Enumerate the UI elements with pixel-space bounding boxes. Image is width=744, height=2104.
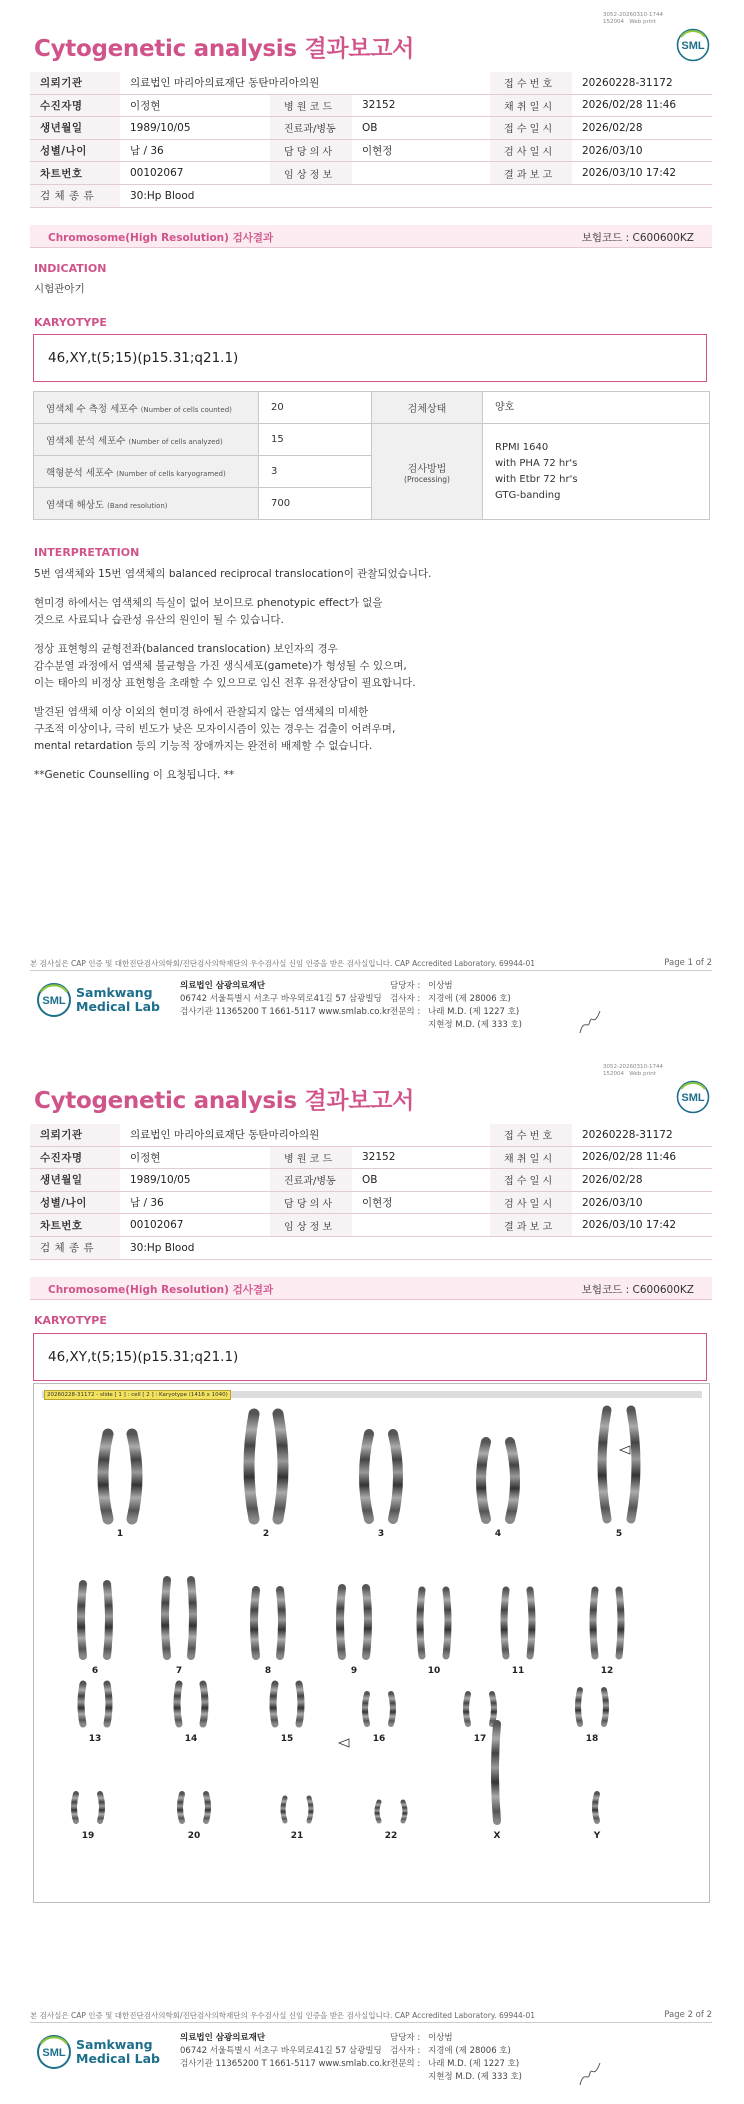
chromosome-2 [278, 1414, 283, 1519]
method-label: 검사방법 (Processing) [372, 424, 483, 520]
chromosome-17 [492, 1694, 494, 1724]
footer-divider [30, 2022, 712, 2023]
specimen-label: 검 체 종 류 [30, 184, 120, 207]
page-footer [30, 958, 712, 969]
svg-text:SML: SML [42, 995, 66, 1007]
chromosome-5 [602, 1410, 607, 1519]
chromosome-21 [283, 1798, 285, 1821]
chromosome-13 [81, 1684, 83, 1724]
chromosome-2 [249, 1414, 254, 1519]
karyotype-result-box [33, 334, 707, 382]
sexage-value: 남 / 36 [120, 139, 270, 162]
received-label: 접 수 일 시 [490, 1169, 572, 1192]
ward-code-value: 32152 [352, 1146, 490, 1169]
culture-row-value: 15 [259, 424, 372, 456]
reported-value: 2026/03/10 17:42 [572, 162, 712, 185]
insurance-code: 보험코드 : C600600KZ [581, 1284, 694, 1296]
method-value: RPMI 1640 with PHA 72 hr's with Etbr 72 hr's GTG-banding [483, 424, 710, 520]
dob-label: 생년월일 [30, 117, 120, 140]
reception-no-label: 접 수 번 호 [490, 72, 572, 94]
chromosome-X [495, 1724, 497, 1821]
result-band-title: Chromosome(High Resolution) 검사결과 [48, 1284, 274, 1296]
result-band [30, 1277, 712, 1300]
chromosome-9 [366, 1588, 368, 1656]
culture-row-label: 염색체 분석 세포수 (Number of cells analyzed) [34, 424, 259, 456]
report-title: Cytogenetic analysis 결과보고서 [34, 1088, 415, 1114]
chromosome-number-label: 6 [91, 1666, 99, 1676]
chromosome-16 [365, 1694, 367, 1724]
page-number: Page 2 of 2 [664, 2010, 712, 2020]
sexage-label: 성별/나이 [30, 1191, 120, 1214]
chromosome-number-label: Y [593, 1831, 601, 1841]
sexage-label: 성별/나이 [30, 139, 120, 162]
chromosome-number-label: 4 [494, 1529, 502, 1539]
chromosome-16 [391, 1694, 393, 1724]
dob-label: 생년월일 [30, 1169, 120, 1192]
karyotype-result: 46,XY,t(5;15)(p15.31;q21.1) [48, 1349, 239, 1365]
chromosome-9 [340, 1588, 342, 1656]
received-value: 2026/02/28 [572, 117, 712, 140]
chart-value: 00102067 [120, 162, 270, 185]
signers: 담당자 : 이상범 검사자 : 지경애 (제 28006 호) 전문의 : 나래 M.D. (제 1227 호) 지현정 M.D. (제 333 호) [390, 981, 523, 1030]
specimen-value: 30:Hp Blood [120, 184, 712, 207]
dept-label: 진료과/병동 [270, 117, 352, 140]
chromosome-number-label: 21 [290, 1831, 304, 1841]
chromosome-number-label: 17 [473, 1734, 487, 1744]
samkwang-logo-icon [36, 2034, 72, 2070]
chromosome-number-label: 9 [350, 1666, 358, 1676]
chromosome-number-label: 7 [175, 1666, 183, 1676]
sml-logo [676, 28, 710, 62]
signature-icon [578, 1007, 602, 1037]
culture-row-value: 20 [259, 392, 372, 424]
chromosome-1 [103, 1434, 108, 1519]
chromosome-22 [377, 1802, 379, 1821]
chromosome-14 [177, 1684, 179, 1724]
chromosome-Y [595, 1794, 597, 1821]
chromosome-number-label: 19 [81, 1831, 95, 1841]
chromosome-7 [191, 1580, 193, 1656]
chromosome-number-label: 2 [262, 1529, 270, 1539]
institution-value: 의료법인 마리아의료재단 동탄마리아의원 [120, 1124, 490, 1146]
patient-value: 이정현 [120, 1146, 270, 1169]
lab-name: Samkwang Medical Lab [76, 2037, 160, 2066]
chromosome-15 [299, 1684, 301, 1724]
reported-value: 2026/03/10 17:42 [572, 1214, 712, 1237]
signature-icon [578, 2059, 602, 2089]
footer-divider [30, 970, 712, 971]
signers: 담당자 : 이상범 검사자 : 지경애 (제 28006 호) 전문의 : 나래 M.D. (제 1227 호) 지현정 M.D. (제 333 호) [390, 2033, 523, 2082]
tested-label: 검 사 일 시 [490, 1191, 572, 1214]
doctor-label: 담 당 의 사 [270, 1191, 352, 1214]
page-footer [30, 2010, 712, 2021]
chart-label: 차트번호 [30, 1214, 120, 1237]
tested-value: 2026/03/10 [572, 139, 712, 162]
tested-label: 검 사 일 시 [490, 139, 572, 162]
chromosome-5 [631, 1410, 636, 1519]
chromosome-21 [309, 1798, 311, 1821]
chromosome-4 [510, 1442, 515, 1519]
indication-text: 시험관아기 [34, 283, 85, 295]
culture-row-value: 700 [259, 488, 372, 520]
interpretation-text: 5번 염색체와 15번 염색체의 balanced reciprocal translocation이 관찰되었습니다. 현미경 하에서는 염색체의 득실이 없어 보이므로 phenotypic effect가 없을 것으로 사료되나 습관성 유산의 원인이 될 수 있습니다. 정상 표현형의 균형전좌(balanced translocation) 보인자의 경우 감수분열 과정에서 염색체 불균형을 가진 생식세포(gamete)가 형성될 수 있으며, 이는 태아의 비정상 표현형을 초래할 수 있으므로 임신 전후 유전상담이 필요합니다. 발견된 염색체 이상 이외의 현미경 하에서 관찰되지 않는 염색체의 미세한 구조적 이상이나, 극히 빈도가 낮은 모자이시즘이 있는 경우는 검출이 어려우며, mental retardation 등의 기능적 장애까지는 완전히 배제할 수 없습니다. **Genetic Counselling 이 요청됩니다. ** [34, 568, 432, 781]
karyotype-heading: KARYOTYPE [34, 1314, 107, 1327]
insurance-code: 보험코드 : C600600KZ [581, 232, 694, 244]
collected-value: 2026/02/28 11:46 [572, 94, 712, 117]
reception-no-label: 접 수 번 호 [490, 1124, 572, 1146]
accreditation-note: 본 검사실은 CAP 인증 및 대한진단검사의학회/진단검사의학재단의 우수검사실 신임 인증을 받은 검사실입니다. CAP Accredited Laboratory. 69944-01 [30, 959, 536, 968]
interpretation-heading: INTERPRETATION [34, 546, 140, 559]
culture-row-value: 3 [259, 456, 372, 488]
chromosome-17 [466, 1694, 468, 1724]
chromosome-number-label: 3 [377, 1529, 385, 1539]
institution-value: 의료법인 마리아의료재단 동탄마리아의원 [120, 72, 490, 94]
karyogram-tag: 20260228-31172 - slide [ 1 ] : cell [ 2 ] : Karyotype (1416 x 1040) [44, 1390, 231, 1400]
chromosome-22 [403, 1802, 405, 1821]
ward-code-value: 32152 [352, 94, 490, 117]
chromosome-number-label: X [493, 1831, 501, 1841]
dob-value: 1989/10/05 [120, 117, 270, 140]
chromosome-20 [180, 1794, 182, 1821]
chromosome-10 [446, 1590, 448, 1656]
chromosome-19 [100, 1794, 102, 1821]
received-value: 2026/02/28 [572, 1169, 712, 1192]
chromosome-number-label: 16 [372, 1734, 386, 1744]
chromosome-10 [420, 1590, 422, 1656]
patient-label: 수진자명 [30, 94, 120, 117]
sexage-value: 남 / 36 [120, 1191, 270, 1214]
chromosome-7 [165, 1580, 167, 1656]
svg-text:SML: SML [681, 1092, 705, 1104]
reception-no-value: 20260228-31172 [572, 72, 712, 94]
specimen-state-label: 검체상태 [372, 392, 483, 424]
ward-code-label: 병 원 코 드 [270, 94, 352, 117]
institution-label: 의뢰기관 [30, 72, 120, 94]
accreditation-note: 본 검사실은 CAP 인증 및 대한진단검사의학회/진단검사의학재단의 우수검사실 신임 인증을 받은 검사실입니다. CAP Accredited Laboratory. 69944-01 [30, 2011, 536, 2020]
collected-value: 2026/02/28 11:46 [572, 1146, 712, 1169]
patient-value: 이정현 [120, 94, 270, 117]
patient-info-table [30, 72, 712, 208]
dept-value: OB [352, 1169, 490, 1192]
chromosome-number-label: 11 [511, 1666, 525, 1676]
doctor-value: 이현정 [352, 1191, 490, 1214]
sml-logo [676, 1080, 710, 1114]
dob-value: 1989/10/05 [120, 1169, 270, 1192]
chromosome-14 [203, 1684, 205, 1724]
collected-label: 채 취 일 시 [490, 1146, 572, 1169]
chromosome-number-label: 10 [427, 1666, 441, 1676]
reported-label: 결 과 보 고 [490, 162, 572, 185]
svg-text:SML: SML [42, 2047, 66, 2059]
samkwang-logo-icon [36, 982, 72, 1018]
chromosome-18 [604, 1690, 606, 1724]
doctor-value: 이현정 [352, 139, 490, 162]
page-number: Page 1 of 2 [664, 958, 712, 968]
karyotype-heading: KARYOTYPE [34, 316, 107, 329]
ward-code-label: 병 원 코 드 [270, 1146, 352, 1169]
culture-row-label: 염색대 해상도 (Band resolution) [34, 488, 259, 520]
chromosome-number-label: 22 [384, 1831, 398, 1841]
karyogram-chromosomes [34, 1384, 709, 1902]
chromosome-15 [273, 1684, 275, 1724]
lab-address: 의료법인 삼광의료재단 06742 서울특별시 서초구 바우뫼로41길 57 삼광빌딩 검사기관 11365200 T 1661-5117 www.smlab.co.kr [180, 981, 391, 1017]
chromosome-number-label: 1 [116, 1529, 124, 1539]
specimen-value: 30:Hp Blood [120, 1236, 712, 1259]
chromosome-12 [619, 1590, 621, 1656]
culture-row-label: 핵형분석 세포수 (Number of cells karyogramed) [34, 456, 259, 488]
clinical-label: 임 상 정 보 [270, 1214, 352, 1237]
reception-no-value: 20260228-31172 [572, 1124, 712, 1146]
chromosome-number-label: 14 [184, 1734, 198, 1744]
chart-label: 차트번호 [30, 162, 120, 185]
chromosome-number-label: 8 [264, 1666, 272, 1676]
lab-name: Samkwang Medical Lab [76, 985, 160, 1014]
chromosome-18 [578, 1690, 580, 1724]
document-id: 3052-20260310-1744 152004 Web print [603, 12, 663, 25]
chart-value: 00102067 [120, 1214, 270, 1237]
culture-table [33, 391, 710, 520]
patient-label: 수진자명 [30, 1146, 120, 1169]
translocation-arrow-icon [620, 1446, 630, 1454]
doctor-label: 담 당 의 사 [270, 139, 352, 162]
clinical-value [352, 162, 490, 185]
result-band [30, 225, 712, 248]
chromosome-1 [132, 1434, 137, 1519]
karyotype-result: 46,XY,t(5;15)(p15.31;q21.1) [48, 350, 239, 366]
report-title: Cytogenetic analysis 결과보고서 [34, 36, 415, 62]
chromosome-number-label: 20 [187, 1831, 201, 1841]
chromosome-13 [107, 1684, 109, 1724]
chromosome-number-label: 12 [600, 1666, 614, 1676]
chromosome-19 [74, 1794, 76, 1821]
dept-value: OB [352, 117, 490, 140]
lab-address: 의료법인 삼광의료재단 06742 서울특별시 서초구 바우뫼로41길 57 삼광빌딩 검사기관 11365200 T 1661-5117 www.smlab.co.kr [180, 2033, 391, 2069]
chromosome-11 [530, 1590, 532, 1656]
karyogram-image [33, 1383, 710, 1903]
chromosome-6 [81, 1584, 83, 1656]
received-label: 접 수 일 시 [490, 117, 572, 140]
chromosome-number-label: 5 [615, 1529, 623, 1539]
dept-label: 진료과/병동 [270, 1169, 352, 1192]
indication-heading: INDICATION [34, 262, 107, 275]
clinical-label: 임 상 정 보 [270, 162, 352, 185]
collected-label: 채 취 일 시 [490, 94, 572, 117]
chromosome-20 [206, 1794, 208, 1821]
chromosome-3 [364, 1434, 369, 1519]
chromosome-number-label: 18 [585, 1734, 599, 1744]
chromosome-number-label: 15 [280, 1734, 294, 1744]
karyotype-result-box [33, 1333, 707, 1381]
institution-label: 의뢰기관 [30, 1124, 120, 1146]
document-id: 3052-20260310-1744 152004 Web print [603, 1064, 663, 1077]
chromosome-12 [593, 1590, 595, 1656]
patient-info-table [30, 1124, 712, 1260]
chromosome-6 [107, 1584, 109, 1656]
tested-value: 2026/03/10 [572, 1191, 712, 1214]
specimen-state-value: 양호 [483, 392, 710, 424]
clinical-value [352, 1214, 490, 1237]
specimen-label: 검 체 종 류 [30, 1236, 120, 1259]
chromosome-number-label: 13 [88, 1734, 102, 1744]
translocation-arrow-icon [339, 1739, 349, 1747]
reported-label: 결 과 보 고 [490, 1214, 572, 1237]
chromosome-8 [280, 1590, 282, 1656]
chromosome-4 [481, 1442, 486, 1519]
chromosome-3 [393, 1434, 398, 1519]
culture-row-label: 염색체 수 측정 세포수 (Number of cells counted) [34, 392, 259, 424]
result-band-title: Chromosome(High Resolution) 검사결과 [48, 232, 274, 244]
chromosome-11 [504, 1590, 506, 1656]
svg-text:SML: SML [681, 40, 705, 52]
chromosome-8 [254, 1590, 256, 1656]
